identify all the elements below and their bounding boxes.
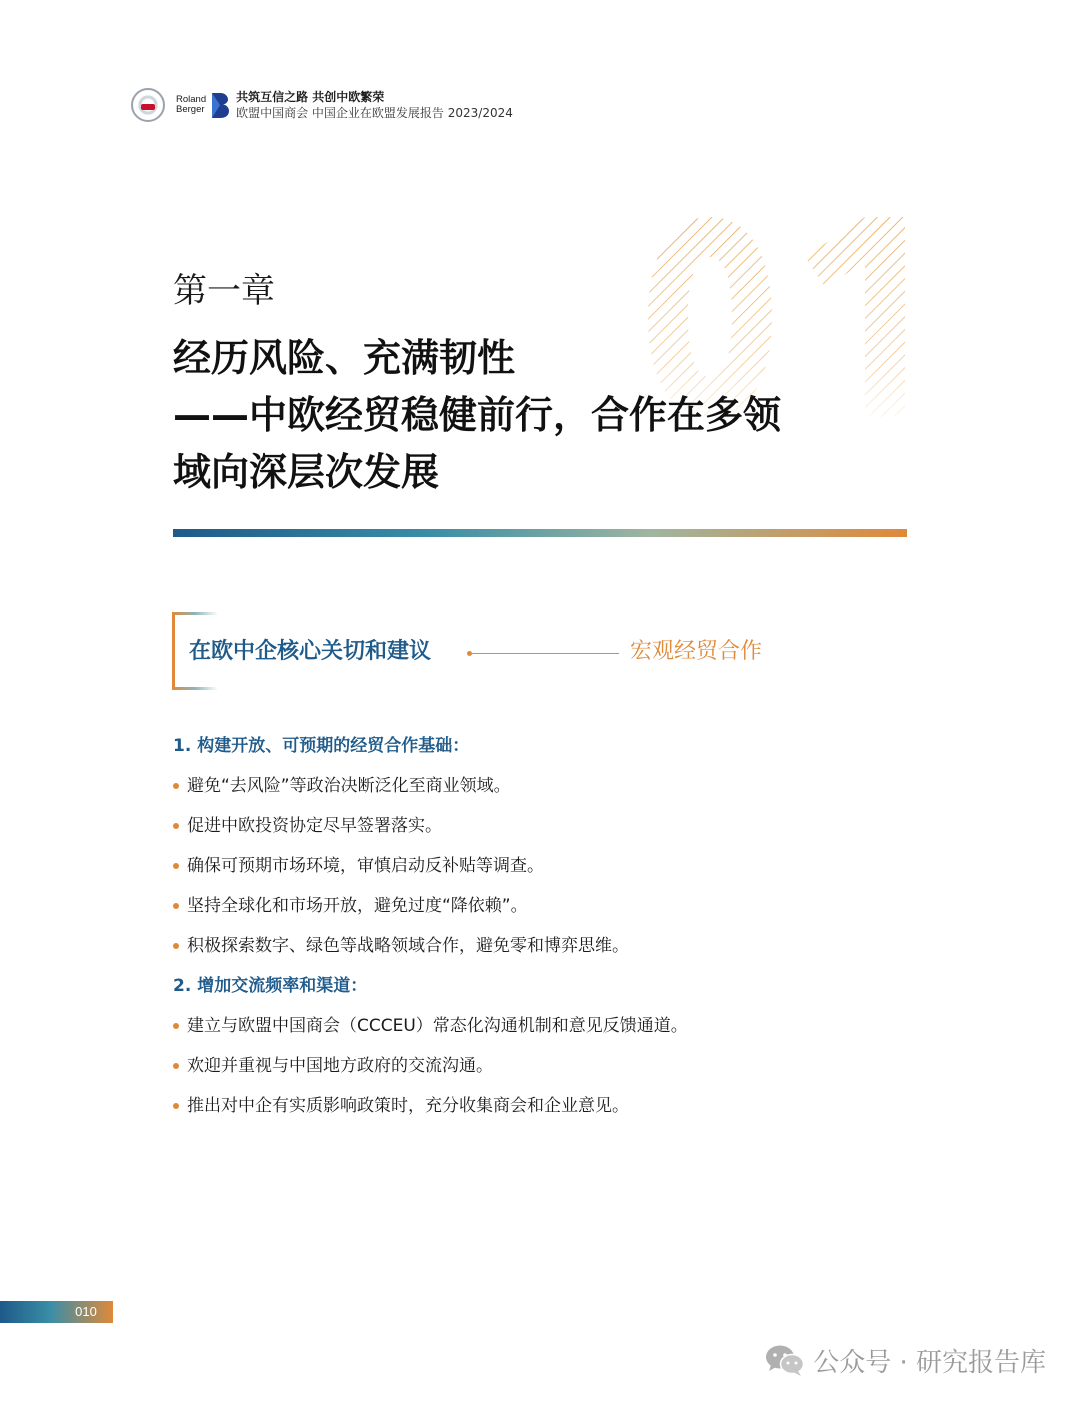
list-item-text: 确保可预期市场环境，审慎启动反补贴等调查。 bbox=[187, 856, 544, 876]
list-item bbox=[173, 1010, 933, 1042]
page-number: 010 bbox=[75, 1304, 97, 1319]
bullet-icon bbox=[173, 823, 179, 829]
watermark bbox=[765, 1338, 1046, 1382]
roland-berger-b-icon bbox=[210, 91, 230, 119]
bullet-icon bbox=[173, 943, 179, 949]
list-item bbox=[173, 770, 933, 802]
section-heading: 1. 构建开放、可预期的经贸合作基础： bbox=[173, 736, 470, 756]
brand-line1: Roland bbox=[176, 94, 207, 105]
bullet-icon bbox=[173, 1103, 179, 1109]
header-subtitle: 欧盟中国商会 中国企业在欧盟发展报告 2023/2024 bbox=[236, 106, 513, 120]
roland-berger-logo bbox=[176, 91, 230, 119]
bullet-icon bbox=[173, 1063, 179, 1069]
bullet-icon bbox=[173, 1023, 179, 1029]
list-item bbox=[173, 850, 933, 882]
callout-right-label: 宏观经贸合作 bbox=[630, 639, 763, 664]
list-item-text: 推出对中企有实质影响政策时，充分收集商会和企业意见。 bbox=[187, 1096, 629, 1116]
recommendations bbox=[173, 730, 933, 1130]
chamber-seal-logo bbox=[131, 88, 165, 122]
chapter-title bbox=[173, 330, 933, 501]
list-item-text: 坚持全球化和市场开放，避免过度“降依赖”。 bbox=[187, 896, 528, 916]
list-item bbox=[173, 890, 933, 922]
brand-line2: Berger bbox=[176, 104, 205, 115]
bullet-icon bbox=[173, 783, 179, 789]
callout-left-label: 在欧中企核心关切和建议 bbox=[189, 639, 432, 664]
gradient-divider bbox=[173, 529, 907, 537]
watermark-text: 公众号 · 研究报告库 bbox=[813, 1347, 1046, 1378]
list-item-text: 欢迎并重视与中国地方政府的交流沟通。 bbox=[187, 1056, 493, 1076]
list-item bbox=[173, 930, 933, 962]
section-heading: 2. 增加交流频率和渠道： bbox=[173, 976, 368, 996]
list-item-text: 避免“去风险”等政治决断泛化至商业领域。 bbox=[187, 776, 511, 796]
list-item bbox=[173, 1090, 933, 1122]
list-item-text: 建立与欧盟中国商会（CCCEU）常态化沟通机制和意见反馈通道。 bbox=[187, 1016, 688, 1036]
header-slogan: 共筑互信之路 共创中欧繁荣 bbox=[236, 90, 385, 104]
list-item-text: 积极探索数字、绿色等战略领域合作，避免零和博弈思维。 bbox=[187, 936, 629, 956]
wechat-icon bbox=[765, 1343, 805, 1377]
list-item bbox=[173, 1050, 933, 1082]
bullet-icon bbox=[173, 903, 179, 909]
bullet-icon bbox=[173, 863, 179, 869]
chapter-label: 第一章 bbox=[173, 271, 275, 311]
section-callout bbox=[172, 612, 792, 692]
report-header bbox=[131, 86, 513, 124]
list-item-text: 促进中欧投资协定尽早签署落实。 bbox=[187, 816, 442, 836]
chapter-title-line: 经历风险、充满韧性 bbox=[173, 336, 516, 380]
chapter-title-line: 域向深层次发展 bbox=[173, 450, 440, 494]
list-item bbox=[173, 810, 933, 842]
connector-line bbox=[469, 653, 619, 654]
chapter-title-line: ——中欧经贸稳健前行，合作在多领 bbox=[173, 393, 782, 437]
